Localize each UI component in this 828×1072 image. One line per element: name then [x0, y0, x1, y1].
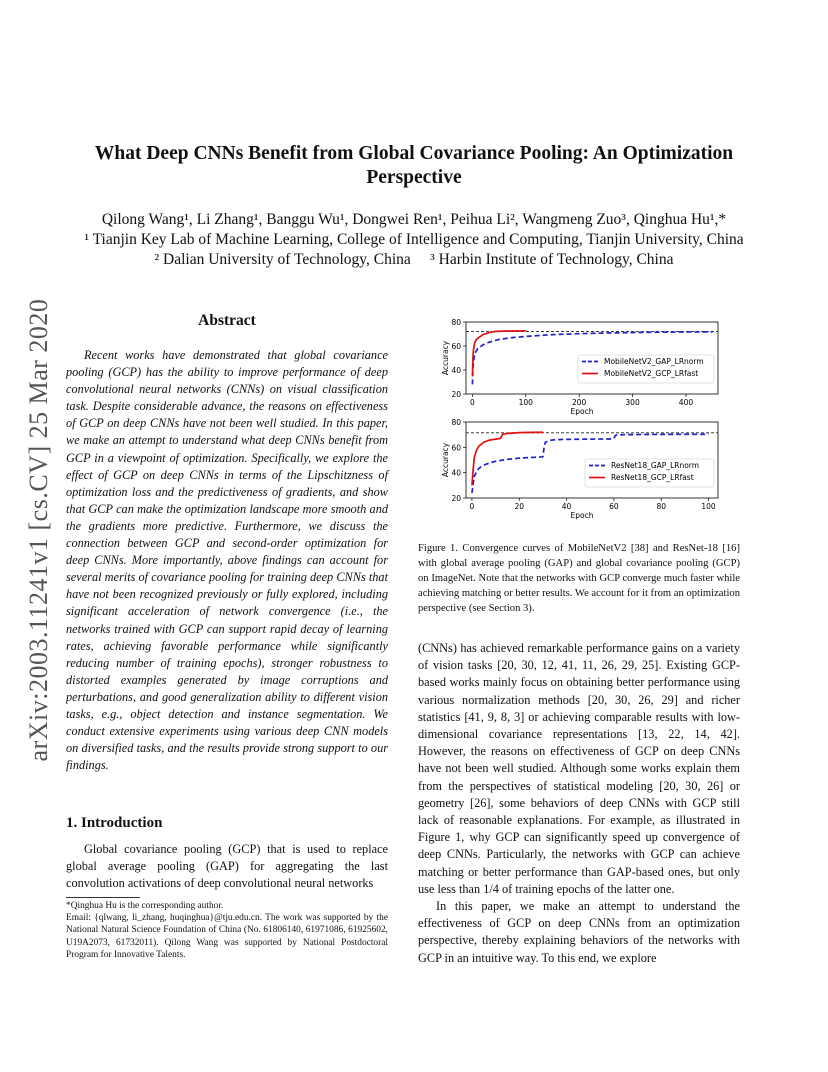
abstract-heading: Abstract: [198, 312, 256, 329]
affiliation-line-2: ² Dalian University of Technology, China ³ Harbin Institute of Technology, China: [154, 251, 674, 268]
y-tick-label: 80: [451, 418, 461, 427]
x-tick-label: 20: [514, 502, 525, 511]
x-tick-label: 0: [469, 502, 475, 511]
right-column-text: [418, 640, 740, 967]
x-tick-label: 100: [701, 502, 716, 511]
legend-entry: ResNet18_GCP_LRfast: [611, 473, 694, 482]
introduction-paragraph: Global covariance pooling (GCP) that is used to replace global average pooling (GAP) for aggregating the last convolution activations of deep convolutional neural networks: [66, 842, 388, 891]
x-tick-label: 40: [561, 502, 572, 511]
affiliation-line-1: ¹ Tianjin Key Lab of Machine Learning, College of Intelligence and Computing, Tianjin University, China: [84, 231, 744, 248]
series-line-MobileNetV2_GCP_LRfast: [472, 331, 525, 376]
x-tick-label: 300: [625, 398, 640, 407]
y-tick-label: 40: [451, 468, 461, 478]
x-axis-label: Epoch: [570, 407, 594, 416]
legend-entry: MobileNetV2_GCP_LRfast: [604, 369, 699, 378]
footnote-divider: [66, 897, 140, 898]
x-tick-label: 400: [678, 398, 694, 407]
author-block: [60, 210, 768, 270]
introduction-paragraph-2: In this paper, we make an attempt to understand the effectiveness of GCP on deep CNNs from an optimization perspective, thereby explaining behaviors of the networks with GCP in an intuitive way. To this end, we explore: [418, 899, 740, 965]
chart-panel-1: [441, 318, 718, 416]
y-tick-label: 40: [451, 366, 461, 375]
author-list: Qilong Wang¹, Li Zhang¹, Banggu Wu¹, Dongwei Ren¹, Peihua Li², Wangmeng Zuo³, Qinghua Hu¹,*: [101, 211, 727, 228]
x-tick-label: 60: [609, 502, 619, 511]
y-axis-label: Accuracy: [441, 340, 450, 376]
x-tick-label: 80: [656, 502, 666, 511]
arxiv-identifier: arXiv:2003.11241v1 [cs.CV] 25 Mar 2020: [24, 298, 53, 762]
y-tick-label: 60: [451, 342, 461, 351]
figure-1-caption: Figure 1. Convergence curves of MobileNetV2 [38] and ResNet-18 [16] with global average pooling (GAP) and global covariance pooling (GCP) on ImageNet. Note that the networks with GCP converge much faster while achieving matching or better results. We account for it from an optimization perspective (see Section 3).: [418, 543, 740, 615]
chart-panel-2: [441, 418, 718, 520]
x-tick-label: 0: [470, 398, 475, 407]
y-axis-label: Accuracy: [441, 442, 450, 478]
section-heading-introduction: 1. Introduction: [66, 815, 163, 831]
abstract-body: Recent works have demonstrated that global covariance pooling (GCP) has the ability to improve performance of deep convolutional neural networks (CNNs) on visual classification task. Despite considerable advance, the reasons on effectiveness of GCP on deep CNNs have not been well studied. In this paper, we make an attempt to understand what deep CNNs benefit from GCP in a viewpoint of optimization. Specifically, we explore the effect of GCP on deep CNNs in terms of the Lipschitzness of optimization loss and the predictiveness of gradients, and show that GCP can make the optimization landscape more smooth and the gradients more predictive. Furthermore, we discuss the connection between GCP and second-order optimization for deep CNNs. More importantly, above findings can account for several merits of covariance pooling for training deep CNNs that have not been recognized previously or fully explored, including significant acceleration of network convergence (i.e., the networks trained with GCP can support rapid decay of learning rates, achieving favorable performance while significantly reducing number of training epochs), stronger robustness to distorted examples generated by image corruptions and perturbations, and good generalization ability to different vision tasks, e.g., object detection and instance segmentation. We conduct extensive experiments using various deep CNN models on diversified tasks, and the results provide strong support to our findings.: [66, 348, 388, 773]
y-tick-label: 60: [451, 443, 461, 453]
legend-entry: ResNet18_GAP_LRnorm: [611, 461, 700, 470]
x-axis-label: Epoch: [570, 511, 594, 520]
legend-entry: MobileNetV2_GAP_LRnorm: [604, 357, 704, 366]
paper-title: What Deep CNNs Benefit from Global Covariance Pooling: An Optimization Perspective: [94, 143, 734, 188]
footnote-corresponding-author: *Qinghua Hu is the corresponding author.: [66, 901, 224, 911]
y-tick-label: 80: [451, 318, 461, 327]
y-tick-label: 20: [451, 494, 461, 503]
figure-1-convergence-curves: [418, 312, 738, 526]
x-tick-label: 200: [572, 398, 587, 407]
footnote: [66, 900, 388, 961]
y-tick-label: 20: [451, 390, 461, 399]
introduction-paragraph-continued: (CNNs) has achieved remarkable performance gains on a variety of vision tasks [20, 30, 12, 41, 11, 26, 29, 25]. Existing GCP-based works mainly focus on obtaining better performance using various normalization methods [20, 30, 26, 29] and richer statistics [41, 9, 8, 3] or achieving comparable results with low-dimensional covariance representations [13, 22, 14, 42]. However, the reasons on effectiveness of GCP on deep CNNs have not been well studied. Although some works explain them from the perspectives of statistical modeling [20, 30, 26] or geometry [26], some behaviors of deep CNNs with GCP still lack of reasonable explanations. For example, as illustrated in Figure 1, why GCP can significantly speed up convergence of deep CNNs. Particularly, the networks with GCP can achieve matching or better performance than GAP-based ones, but only use less than 1/4 of training epochs of the latter one.: [418, 641, 740, 896]
footnote-funding: Email: {qlwang, li_zhang, huqinghua}@tju.edu.cn. The work was supported by the National Natural Science Foundation of China (No. 61806140, 61971086, 61925602, U19A2073, 61732011). Qilong Wang was supported by National Postdoctoral Program for Innovative Talents.: [66, 913, 388, 960]
x-tick-label: 100: [518, 398, 533, 407]
